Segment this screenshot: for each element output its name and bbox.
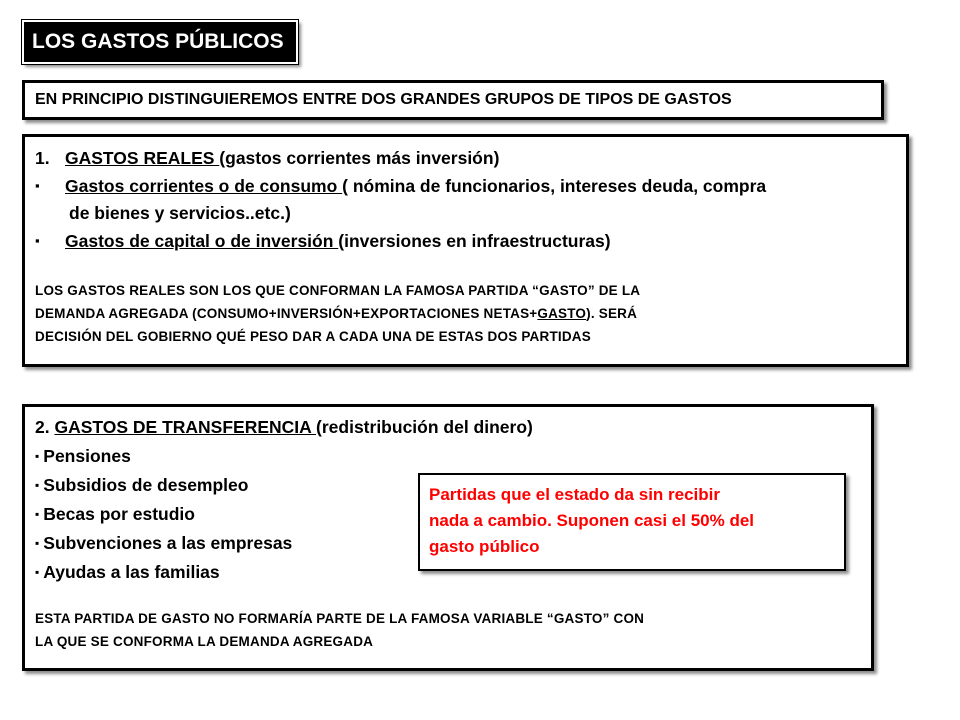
transfer-item-label: Subsidios de desempleo <box>43 475 249 495</box>
callout-box <box>418 473 846 571</box>
real-item-current <box>35 172 896 200</box>
real-note-gasto: GASTO <box>537 306 587 321</box>
real-number: 1. <box>35 148 50 168</box>
real-spending-box <box>22 134 909 367</box>
real-item-detail: (inversiones en infraestructuras) <box>338 231 611 251</box>
real-note-line-2 <box>35 302 896 325</box>
real-heading-label: GASTOS REALES <box>65 148 220 168</box>
real-note-line-3: DECISIÓN DEL GOBIERNO QUÉ PESO DAR A CADA UNA DE ESTAS DOS PARTIDAS <box>35 329 591 344</box>
transfer-note-line-2: LA QUE SE CONFORMA LA DEMANDA AGREGADA <box>35 634 374 649</box>
real-item-capital <box>35 227 896 255</box>
bullet-icon: ▪ <box>35 507 40 521</box>
real-note-part: ). SERÁ <box>586 306 638 321</box>
callout-line-2: nada a cambio. Suponen casi el 50% del <box>429 511 755 530</box>
transfer-heading-label: GASTOS DE TRANSFERENCIA <box>54 417 317 437</box>
real-item-label: Gastos de capital o de inversión <box>65 231 339 251</box>
transfer-note-line-1: ESTA PARTIDA DE GASTO NO FORMARÍA PARTE DE LA FAMOSA VARIABLE “GASTO” CON <box>35 611 645 626</box>
transfer-item-label: Pensiones <box>43 446 131 466</box>
transfer-heading <box>35 413 861 442</box>
intro-box <box>22 80 884 120</box>
real-heading-detail: (gastos corrientes más inversión) <box>219 148 500 168</box>
real-note-part: DEMANDA AGREGADA (CONSUMO+INVERSIÓN+EXPORTACIONES NETAS+ <box>35 306 538 321</box>
transfer-item <box>35 442 861 471</box>
real-heading <box>35 145 896 172</box>
real-item-label: Gastos corrientes o de consumo <box>65 176 343 196</box>
callout-line-1: Partidas que el estado da sin recibir <box>429 485 720 504</box>
bullet-icon: ▪ <box>35 178 40 193</box>
transfer-item-label: Ayudas a las familias <box>43 562 220 582</box>
transfer-heading-detail: (redistribución del dinero) <box>316 417 533 437</box>
bullet-icon: ▪ <box>35 233 40 248</box>
real-note-line-1: LOS GASTOS REALES SON LOS QUE CONFORMAN LA FAMOSA PARTIDA “GASTO” DE LA <box>35 283 641 298</box>
bullet-icon: ▪ <box>35 536 40 550</box>
real-item-detail: ( nómina de funcionarios, intereses deuda, compra <box>342 176 767 196</box>
intro-text: EN PRINCIPIO DISTINGUIEREMOS ENTRE DOS GRANDES GRUPOS DE TIPOS DE GASTOS <box>35 91 732 108</box>
real-item-current-continuation: de bienes y servicios..etc.) <box>69 203 291 223</box>
bullet-icon: ▪ <box>35 565 40 579</box>
transfer-item-label: Subvenciones a las empresas <box>43 533 293 553</box>
bullet-icon: ▪ <box>35 478 40 492</box>
page-title: LOS GASTOS PÚBLICOS <box>22 20 298 64</box>
bullet-icon: ▪ <box>35 449 40 463</box>
transfer-number: 2. <box>35 417 55 437</box>
callout-line-3: gasto público <box>429 537 540 556</box>
transfer-item-label: Becas por estudio <box>43 504 195 524</box>
